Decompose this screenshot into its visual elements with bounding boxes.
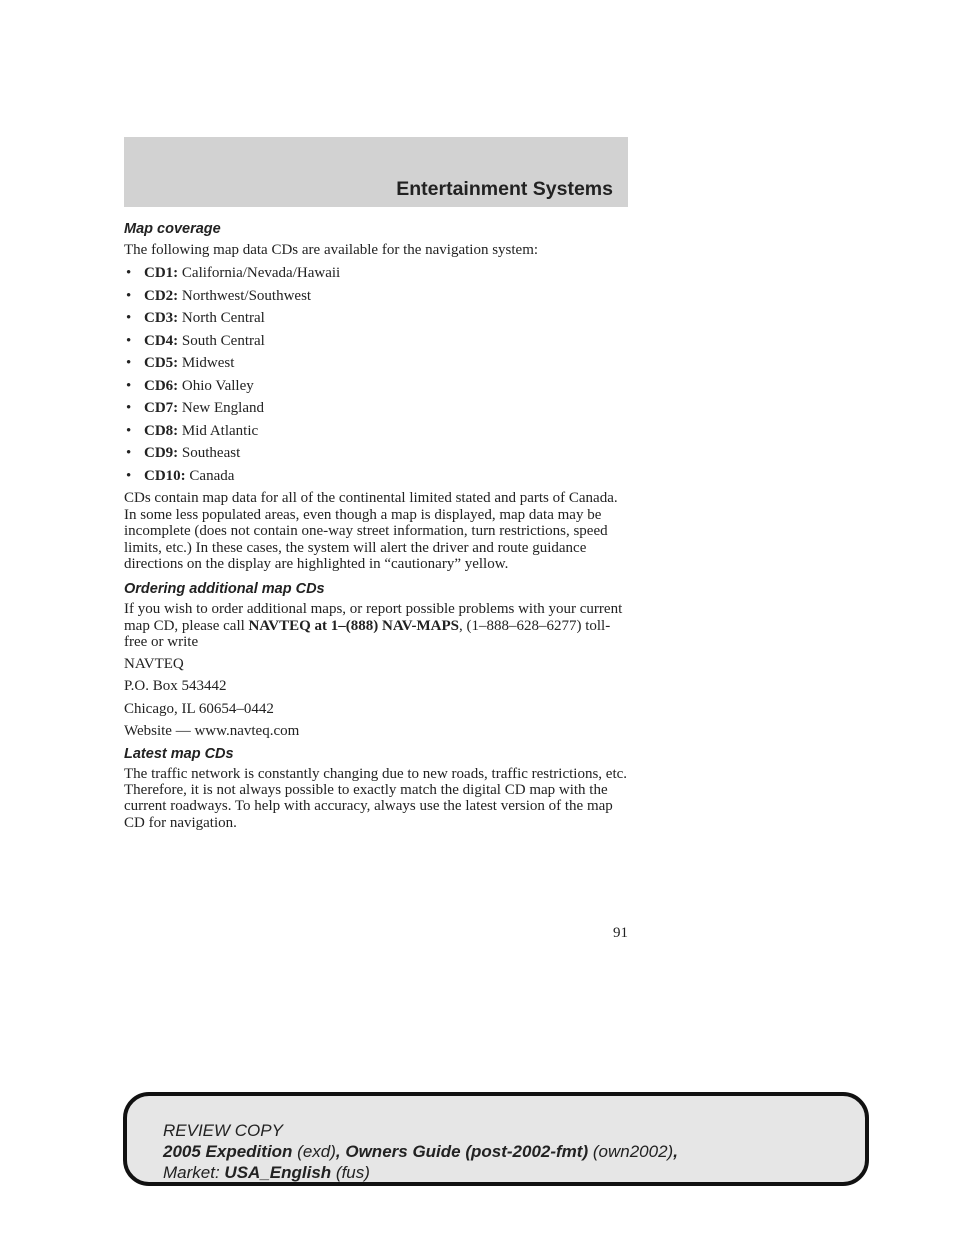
separator: , (673, 1142, 678, 1161)
bullet-icon: • (126, 377, 132, 394)
cd-label: CD8: (144, 422, 179, 439)
list-item (124, 262, 630, 285)
bullet-icon: • (126, 400, 132, 417)
ordering-body-pre: If you wish to order additional maps, or report possible problems with your current map CD, please call (124, 601, 623, 634)
section-header-bar (124, 137, 628, 207)
ordering-heading: Ordering additional map CDs (124, 581, 325, 598)
list-item (124, 375, 630, 398)
cd-label: CD10: (144, 467, 186, 484)
cd-region: California/Nevada/Hawaii (181, 265, 341, 282)
map-coverage-intro: The following map data CDs are available for the navigation system: (124, 242, 539, 258)
bullet-icon: • (126, 445, 132, 462)
ordering-body (124, 601, 630, 650)
footer-market-line (163, 1162, 678, 1183)
list-item (124, 307, 630, 330)
list-item (124, 397, 630, 420)
address-line: P.O. Box 543442 (124, 678, 227, 695)
market-code: (fus) (335, 1163, 370, 1182)
bullet-icon: • (126, 287, 132, 304)
cd-region: New England (181, 400, 264, 417)
bullet-icon: • (126, 355, 132, 372)
cd-list (124, 262, 630, 487)
bullet-icon: • (126, 310, 132, 327)
market-name: USA_English (224, 1163, 332, 1182)
cd-region: Northwest/Southwest (181, 287, 312, 304)
footer-vehicle-line (163, 1141, 678, 1162)
cd-label: CD9: (144, 445, 179, 462)
list-item (124, 465, 630, 488)
cd-region: Midwest (181, 355, 235, 372)
page-number: 91 (613, 925, 628, 941)
cd-region: North Central (181, 310, 265, 327)
address-line: Chicago, IL 60654–0442 (124, 700, 274, 717)
latest-body: The traffic network is constantly changing due to new roads, traffic restrictions, etc. Therefore, it is not always possible to exactly match the digital CD map with the current roadways. To help with accuracy, always use the latest version of the map CD for navigation. (124, 765, 628, 831)
list-item (124, 352, 630, 375)
list-item (124, 285, 630, 308)
map-coverage-body: CDs contain map data for all of the continental limited stated and parts of Canada. In some less populated areas, even though a map is displayed, map data may be incomplete (does not contain one-way street information, turn restrictions, speed limits, etc.) In these cases, the system will alert the driver and route guidance directions on the display are highlighted in “cautionary” yellow. (124, 490, 618, 573)
cd-label: CD6: (144, 377, 179, 394)
bullet-icon: • (126, 467, 132, 484)
review-label: REVIEW COPY (163, 1121, 283, 1140)
bullet-icon: • (126, 265, 132, 282)
website-line: Website — www.navteq.com (124, 723, 300, 740)
vehicle-code: (exd) (297, 1142, 336, 1161)
bullet-icon: • (126, 422, 132, 439)
vehicle-name: 2005 Expedition (163, 1142, 293, 1161)
bullet-icon: • (126, 332, 132, 349)
cd-region: Ohio Valley (181, 377, 254, 394)
cd-label: CD3: (144, 310, 179, 327)
page-content (124, 220, 630, 831)
cd-region: South Central (181, 332, 265, 349)
navteq-phone: NAVTEQ at 1–(888) NAV-MAPS (248, 617, 459, 634)
list-item (124, 420, 630, 443)
section-title: Entertainment Systems (396, 178, 613, 200)
cd-label: CD4: (144, 332, 179, 349)
list-item (124, 442, 630, 465)
footer-text (163, 1120, 678, 1183)
cd-label: CD2: (144, 287, 179, 304)
latest-heading: Latest map CDs (124, 745, 234, 762)
guide-name: Owners Guide (post-2002-fmt) (345, 1142, 589, 1161)
cd-label: CD5: (144, 355, 179, 372)
map-coverage-heading: Map coverage (124, 221, 221, 237)
cd-region: Canada (189, 467, 235, 484)
market-label: Market: (163, 1163, 220, 1182)
separator: , (335, 1142, 346, 1161)
cd-label: CD1: (144, 265, 179, 282)
cd-region: Mid Atlantic (181, 422, 259, 439)
review-footer (123, 1092, 869, 1186)
list-item (124, 330, 630, 353)
cd-label: CD7: (144, 400, 179, 417)
guide-code: (own2002) (592, 1142, 674, 1161)
ordering-body-post: , (1–888–628–6277) toll-free or write (124, 617, 611, 651)
cd-region: Southeast (181, 445, 241, 462)
address-line: NAVTEQ (124, 655, 184, 672)
